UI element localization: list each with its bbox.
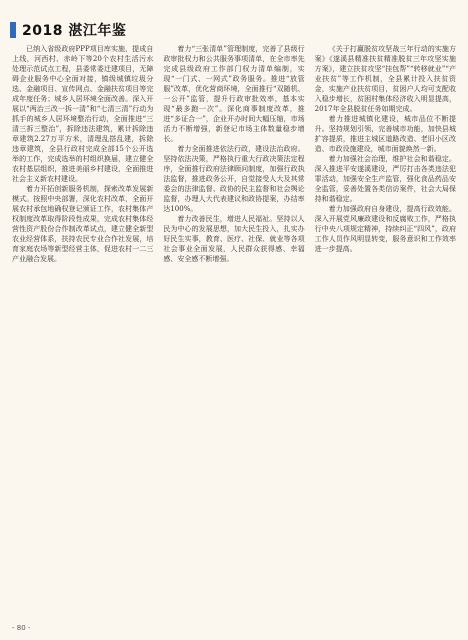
paragraph: 着力推进城镇化建设，城市品位不断提升。坚持规划引领，完善城市功能，加快县城扩容提质，推进主城区道路改造、老旧小区改造、市政设施建设，城市面貌焕然一新。 bbox=[314, 115, 456, 153]
paragraph: 着力开拓创新服务机制，探索改革发展新模式。按照中央部署，深化农村改革，全面开展农村承包地确权登记颁证工作，农村集体产权制度改革取得阶段性成果，完成农村集体经营性资产股份合作制改革试点，建立健全新型农业经营体系，扶持农民专业合作社发展，培育家庭农场等新型经营主体，促进农村一二三产业融合发展。 bbox=[12, 185, 154, 263]
paragraph: 着力加强社会治理，维护社会和谐稳定。深入推进平安遂溪建设，严厉打击各类违法犯罪活动，加强安全生产监管，强化食品药品安全监管，妥善处置各类信访案件，社会大局保持和谐稳定。 bbox=[314, 155, 456, 203]
column-3 bbox=[315, 44, 456, 620]
paragraph: 着力“三张清单”管理制度，完善了县级行政审批权力和公共服务事项清单，在全市率先完成县级政府工作部门权力清单编制，实现“一门式、一网式”政务服务。推进“放管服”改革，优化营商环境，全面推行“双随机、一公开”监管，提升行政审批效率，基本实现“最多跑一次”。深化商事制度改革，推进“多证合一”，企业开办时间大幅压缩，市场活力不断增强，新登记市场主体数量稳步增长。 bbox=[163, 45, 305, 143]
body-columns bbox=[12, 44, 456, 620]
paragraph: 已纳入省级政府PPP项目库实施，提成自上线，河西村、赤岭下等20个农村生活污水处理示范试点工程，县委常委迁建项目，无障碍企业服务中心全面对接，镇级城镇垃圾分选、金融项目、宣传网点、金融扶贫项目等完成年度任务；城乡人居环境全面改善。深入开展以“两治三改一拆一清”和“七清三清”行动为抓手的城乡人居环境整治行动，全面推进“三清三拆三整治”，拆除违法建筑，累计拆除违章建筑2.27万平方米，清理乱搭乱建，拆除违章建筑，全县行政村完成全部15个公开选举的工作，完成选举的村组织换届，建立健全农村基层组织，推进美丽乡村建设，全面推进社会主义新农村建设。 bbox=[12, 45, 154, 183]
section-title: 2018 湛江年鉴 bbox=[22, 23, 127, 39]
paragraph: 《关于打赢脱贫攻坚战三年行动的实施方案》《遂溪县精准扶贫精准脱贫三年攻坚实施方案》，建立扶贫攻坚“挂包帮”“转移就业”“产业扶贫”等工作机制，全县累计投入扶贫资金，实施产业扶贫项目，贫困户人均可支配收入稳步增长，贫困村集体经济收入明显提高，2017年全县脱贫任务如期完成。 bbox=[314, 45, 456, 113]
section-marker-icon bbox=[10, 22, 16, 38]
column-1 bbox=[12, 44, 153, 620]
section-header bbox=[10, 20, 130, 40]
paragraph: 着力改善民生，增进人民福祉。坚持以人民为中心的发展思想，加大民生投入，扎实办好民生实事，教育、医疗、社保、就业等各项社会事业全面发展，人民群众获得感、幸福感、安全感不断增强。 bbox=[163, 215, 305, 263]
paragraph: 着力加强政府自身建设，提高行政效能。深入开展党风廉政建设和反腐败工作，严格执行中央八项规定精神，持续纠正“四风”，政府工作人员作风明显转变，服务意识和工作效率进一步提高。 bbox=[314, 205, 456, 253]
column-2 bbox=[163, 44, 304, 620]
paragraph: 着力全面推进依法行政，建设法治政府。坚持依法决策，严格执行重大行政决策法定程序，全面推行政府法律顾问制度，加强行政执法监督，推进政务公开，自觉接受人大及其常委会的法律监督、政协的民主监督和社会舆论监督，办理人大代表建议和政协提案，办结率达100%。 bbox=[163, 145, 305, 213]
page-number: - 80 - bbox=[12, 624, 31, 632]
